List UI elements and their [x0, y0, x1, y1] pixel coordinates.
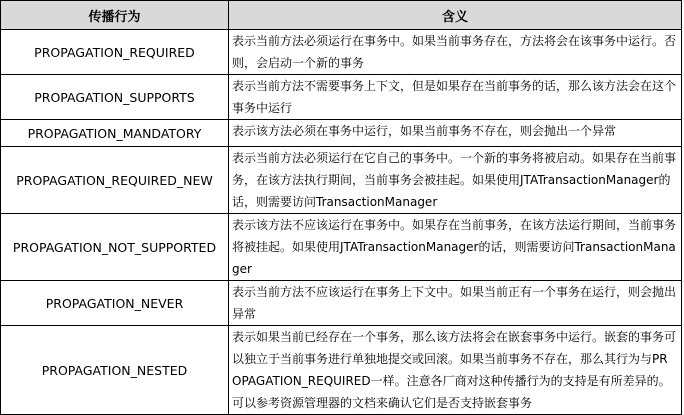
behavior-cell: PROPAGATION_NEVER [1, 281, 229, 326]
meaning-cell: 表示如果当前已经存在一个事务，那么该方法将会在嵌套事务中运行。嵌套的事务可以独立于当前事务进行单独地提交或回滚。如果当前事务不存在，那么其行为与PROPAGATION_REQUIRED一样。注意各厂商对这种传播行为的支持是有所差异的。可以参考资源管理器的文档来确认它们是否支持嵌套事务 [229, 326, 682, 415]
table-row [1, 326, 682, 415]
behavior-cell: PROPAGATION_NESTED [1, 326, 229, 415]
table-header-row [1, 1, 682, 30]
table-row [1, 214, 682, 281]
meaning-cell: 表示该方法不应该运行在事务中。如果存在当前事务，在该方法运行期间，当前事务将被挂起。如果使用JTATransactionManager的话，则需要访问TransactionManager [229, 214, 682, 281]
header-behavior: 传播行为 [1, 1, 229, 30]
meaning-cell: 表示当前方法必须运行在它自己的事务中。一个新的事务将被启动。如果存在当前事务，在该方法执行期间，当前事务会被挂起。如果使用JTATransactionManager的话，则需要访问TransactionManager [229, 147, 682, 214]
meaning-cell: 表示该方法必须在事务中运行，如果当前事务不存在，则会抛出一个异常 [229, 120, 682, 147]
table-row [1, 30, 682, 75]
table-row [1, 147, 682, 214]
behavior-cell: PROPAGATION_REQUIRED_NEW [1, 147, 229, 214]
behavior-cell: PROPAGATION_REQUIRED [1, 30, 229, 75]
header-meaning: 含义 [229, 1, 682, 30]
table-row [1, 75, 682, 120]
behavior-cell: PROPAGATION_NOT_SUPPORTED [1, 214, 229, 281]
meaning-cell: 表示当前方法不需要事务上下文，但是如果存在当前事务的话，那么该方法会在这个事务中运行 [229, 75, 682, 120]
table-row [1, 281, 682, 326]
meaning-cell: 表示当前方法不应该运行在事务上下文中。如果当前正有一个事务在运行，则会抛出异常 [229, 281, 682, 326]
meaning-cell: 表示当前方法必须运行在事务中。如果当前事务存在，方法将会在该事务中运行。否则，会启动一个新的事务 [229, 30, 682, 75]
behavior-cell: PROPAGATION_SUPPORTS [1, 75, 229, 120]
behavior-cell: PROPAGATION_MANDATORY [1, 120, 229, 147]
table-row [1, 120, 682, 147]
